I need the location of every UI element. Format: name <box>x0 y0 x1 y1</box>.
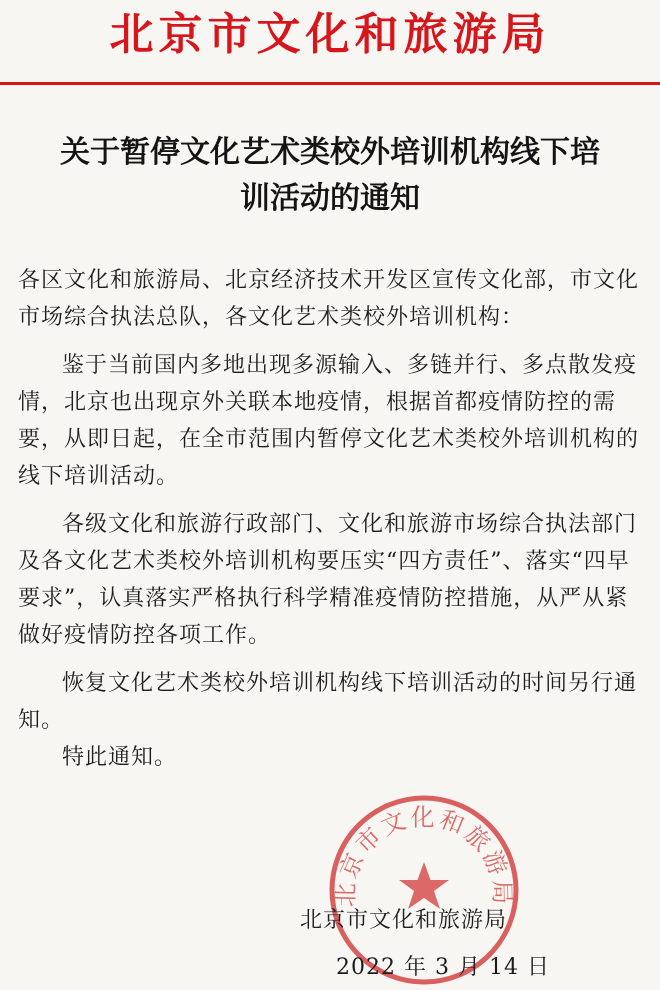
body-paragraph-3: 恢复文化艺术类校外培训机构线下培训活动的时间另行通知。 <box>18 671 638 733</box>
document-title-line-2: 训活动的通知 <box>240 181 420 216</box>
document-title <box>24 130 636 222</box>
letterhead <box>0 0 660 70</box>
body-paragraph-1: 鉴于当前国内多地出现多源输入、多链并行、多点散发疫情，北京也出现京外关联本地疫情，根据首都疫情防控的需要，从即日起，在全市范围内暂停文化艺术类校外培训机构的线下培训活动。 <box>18 353 640 489</box>
body-paragraph-2: 各级文化和旅游行政部门、文化和旅游市场综合执法部门及各文化艺术类校外培训机构要压实“四方责任”、落实“四早要求”，认真落实严格执行科学精准疫情防控措施，从严从紧做好疫情防控各项工作。 <box>18 512 638 648</box>
seal-star-icon <box>399 862 449 909</box>
closing-remark: 特此通知。 <box>62 745 178 770</box>
signature-org: 北京市文化和旅游局 <box>300 908 508 933</box>
seal-arc-text: 北京市文化和旅游局 <box>331 803 517 908</box>
document-title-line-1: 关于暂停文化艺术类校外培训机构线下培 <box>60 135 600 170</box>
salutation: 各区文化和旅游局、北京经济技术开发区宣传文化部，市文化市场综合执法总队，各文化艺术类校外培训机构： <box>18 268 640 330</box>
signature-date: 2022 年 3 月 14 日 <box>336 955 550 980</box>
document-body <box>18 262 648 776</box>
letterhead-red-rule <box>0 82 660 85</box>
letterhead-org-name: 北京市文化和旅游局 <box>109 9 551 60</box>
